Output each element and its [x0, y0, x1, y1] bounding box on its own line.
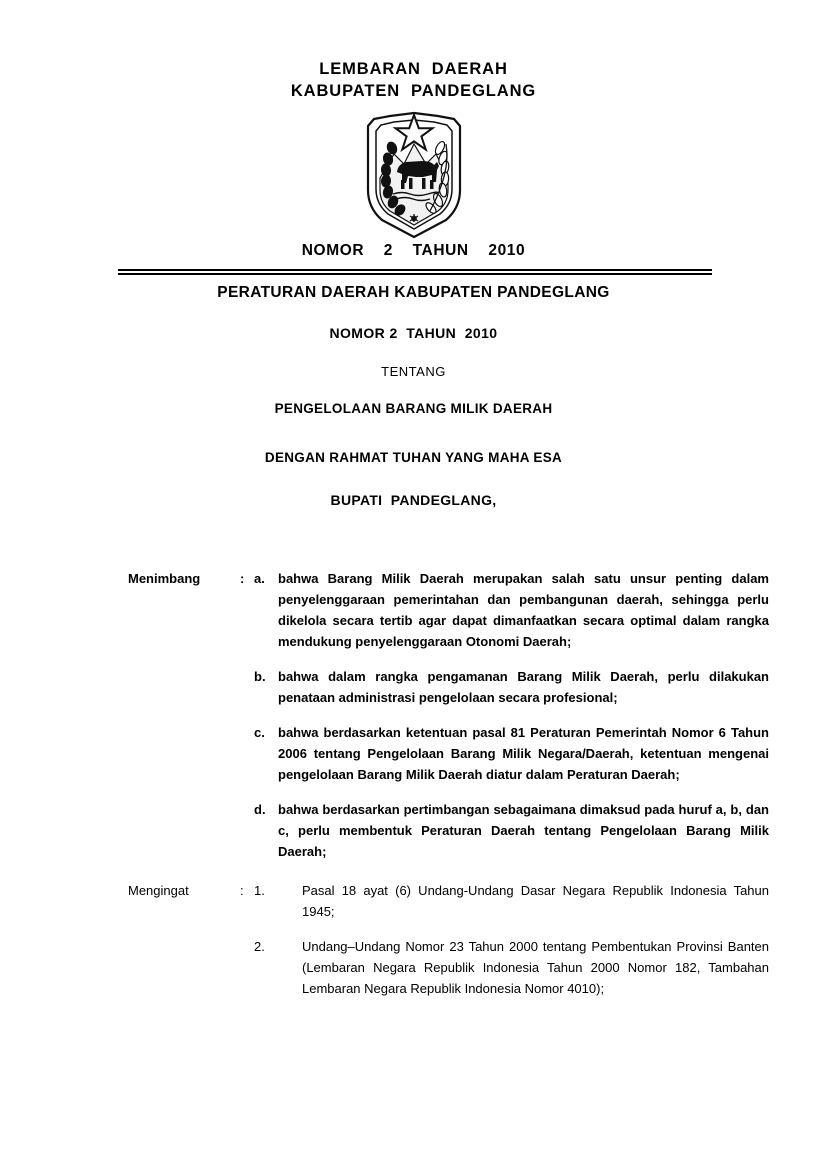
body-block: [0, 568, 827, 999]
legal-basis-marker-1: 1.: [254, 883, 265, 898]
consideration-item-a: [0, 568, 827, 652]
consideration-item-c: [0, 722, 827, 785]
consideration-text-a: bahwa Barang Milik Daerah merupakan salah satu unsur penting dalam penyelenggaraan pemerintahan dan pembangunan daerah, sehingga perlu dikelola secara tertib agar dapat dimanfaatkan secara optimal dalam rangka mendukung penyelenggaraan Otonomi Daerah;: [278, 571, 769, 649]
consideration-text-b: bahwa dalam rangka pengamanan Barang Milik Daerah, perlu dilakukan penataan administrasi pengelolaan secara profesional;: [278, 669, 769, 705]
invocation-text: DENGAN RAHMAT TUHAN YANG MAHA ESA: [264, 450, 563, 465]
divider-line-bottom: [118, 273, 712, 275]
consideration-item-d: [0, 799, 827, 862]
considerations-group: [0, 568, 827, 862]
legal-basis-item-1: [0, 880, 827, 922]
legal-basis-label: Mengingat: [128, 883, 189, 898]
masthead-line-2: KABUPATEN PANDEGLANG: [290, 82, 537, 100]
about-label: TENTANG: [381, 364, 446, 379]
title-block: [0, 284, 827, 508]
legal-basis-text-1: Pasal 18 ayat (6) Undang-Undang Dasar Negara Republik Indonesia Tahun 1945;: [302, 883, 769, 919]
regulation-subject: PENGELOLAAN BARANG MILIK DAERAH: [274, 401, 553, 416]
consideration-marker-d: d.: [254, 802, 266, 817]
masthead-line-1: LEMBARAN DAERAH: [319, 60, 508, 78]
consideration-text-d: bahwa berdasarkan pertimbangan sebagaimana dimaksud pada huruf a, b, dan c, perlu membentuk Peraturan Daerah tentang Pengelolaan Barang Milik Daerah;: [278, 802, 769, 859]
masthead: [0, 58, 827, 102]
considerations-label: Menimbang: [128, 571, 201, 586]
group-spacer: [0, 862, 827, 880]
legal-basis-text-2: Undang–Undang Nomor 23 Tahun 2000 tentang Pembentukan Provinsi Banten (Lembaran Negara Republik Indonesia Tahun 2000 Nomor 182, Tambahan Lembaran Negara Republik Indonesia Nomor 4010);: [302, 939, 769, 996]
legal-basis-colon: :: [240, 883, 244, 898]
gazette-number-line: NOMOR 2 TAHUN 2010: [301, 242, 526, 259]
consideration-marker-a: a.: [254, 571, 265, 586]
consideration-marker-c: c.: [254, 725, 265, 740]
legal-basis-group: [0, 880, 827, 999]
regulation-number: NOMOR 2 TAHUN 2010: [329, 325, 498, 341]
consideration-item-b: [0, 666, 827, 708]
pandeglang-coat-of-arms-icon: [360, 104, 468, 239]
considerations-colon: :: [240, 571, 245, 586]
legal-basis-item-2: [0, 936, 827, 999]
consideration-text-c: bahwa berdasarkan ketentuan pasal 81 Peraturan Pemerintah Nomor 6 Tahun 2006 tentang Pengelolaan Barang Milik Negara/Daerah, ketentuan mengenai pengelolaan Barang Milik Daerah diatur dalam Peraturan Daerah;: [278, 725, 769, 782]
divider-line-top: [118, 269, 712, 271]
header-divider: [118, 269, 712, 275]
regulation-title: PERATURAN DAERAH KABUPATEN PANDEGLANG: [217, 284, 610, 301]
legal-basis-marker-2: 2.: [254, 939, 265, 954]
consideration-marker-b: b.: [254, 669, 266, 684]
emblem-container: [0, 104, 827, 244]
authority-text: BUPATI PANDEGLANG,: [330, 492, 497, 508]
